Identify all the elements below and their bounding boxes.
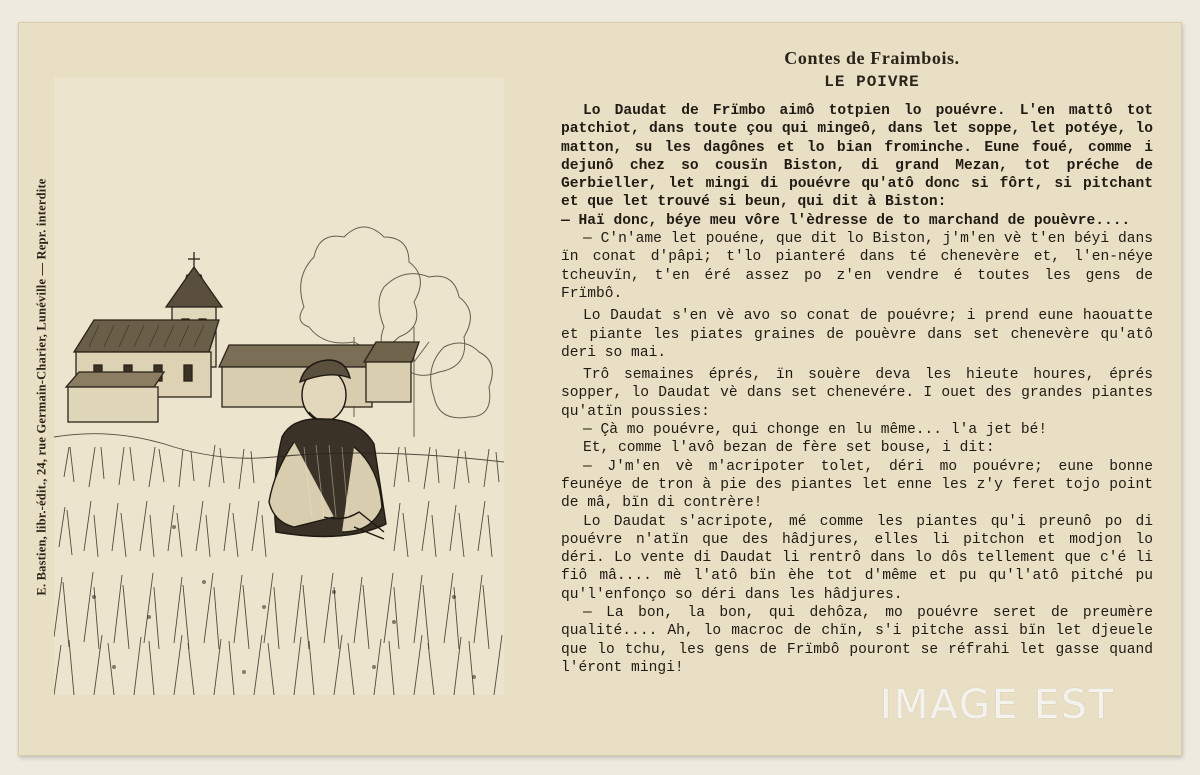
story-paragraph: — La bon, la bon, qui dehôza, mo pouévre seret de preumère qualité.... Ah, lo macroc de chïn, s'i pitche assi bïn let djeuele que lo tchu, les gens de Frïmbô pouront se réfrahi let gasse quand l'éront mingi! <box>561 605 1153 676</box>
story-paragraph: — C'n'ame let pouéne, que dit lo Biston, j'm'en vè t'en béyi dans ïn conat d'pâpi; t'lo pianteré dans té chenevère et, l'en-néye tcheuvïn, t'en éré assez po z'en vendre é toutes les gens de Frïmbô. <box>561 231 1153 302</box>
story-paragraph: Trô semaines éprés, ïn souère deva les hieute houres, éprés sopper, lo Daudat vè dans set chenevére. I ouet des grandes piantes qu'atïn poussies: <box>561 367 1153 420</box>
publisher-credit <box>30 92 54 682</box>
publisher-credit-text: E. Bastien, libr.-édit., 24, rue Germain-Charier, Lunéville — Repr. interdite <box>34 178 49 596</box>
postcard <box>18 22 1182 756</box>
story-text-column <box>561 48 1153 677</box>
story-paragraph: — J'm'en vè m'acripoter tolet, déri mo pouévre; eune bonne feunéye de tron à pie des piantes let enne les z'y feret tojo point de mâ, bïn di contrère! <box>561 458 1153 512</box>
story-title: LE POIVRE <box>824 73 920 91</box>
story-paragraph: Lo Daudat s'en vè avo so conat de pouévre; i prend eune haouatte et piante les piates graines de pouèvre dans set chenevère qu'atô deri so mai. <box>561 308 1153 361</box>
story-paragraph: Lo Daudat de Frïmbo aimô totpien lo pouévre. L'en mattô tot patchiot, dans toute çou qui mingeô, dans let soppe, let potéye, lo matton, su les dagônes et lo bian frominche. Eune foué, comme i dejunô chez so cousïn Biston, di grand Mezan, tot préche de Gerbieller, let mingi di pouévre qu'atô donc si fôrt, si pitchant et que let trouvé si beun, qui dit à Biston: <box>561 103 1153 211</box>
illustration-drawing <box>54 77 504 695</box>
story-paragraph: Et, comme l'avô bezan de fère set bouse, i dit: <box>583 440 995 457</box>
series-title: Contes de Fraimbois. <box>784 48 960 68</box>
story-paragraph: — Çà mo pouévre, qui chonge en lu même... l'a jet bé! <box>583 422 1048 439</box>
story-illustration <box>54 77 504 695</box>
story-paragraph: Lo Daudat s'acripote, mé comme les piantes qu'i preunô po di pouévre n'atïn que des hâdjures, elles li pitchon et modjon lo déri. Lo vente di Daudat li rentrô dans lo dôs tellement que c'é li fiô mâ.... mè l'atô bïn èhe tot d'même et pu qu'l'atô pitché pu qu'l'enfonço so déri dans les hâdjures. <box>561 513 1153 603</box>
story-paragraph: — Haï donc, béye meu vôre l'èdresse de to marchand de pouèvre.... <box>561 212 1131 229</box>
watermark-logo: IMAGE EST <box>880 682 1116 728</box>
